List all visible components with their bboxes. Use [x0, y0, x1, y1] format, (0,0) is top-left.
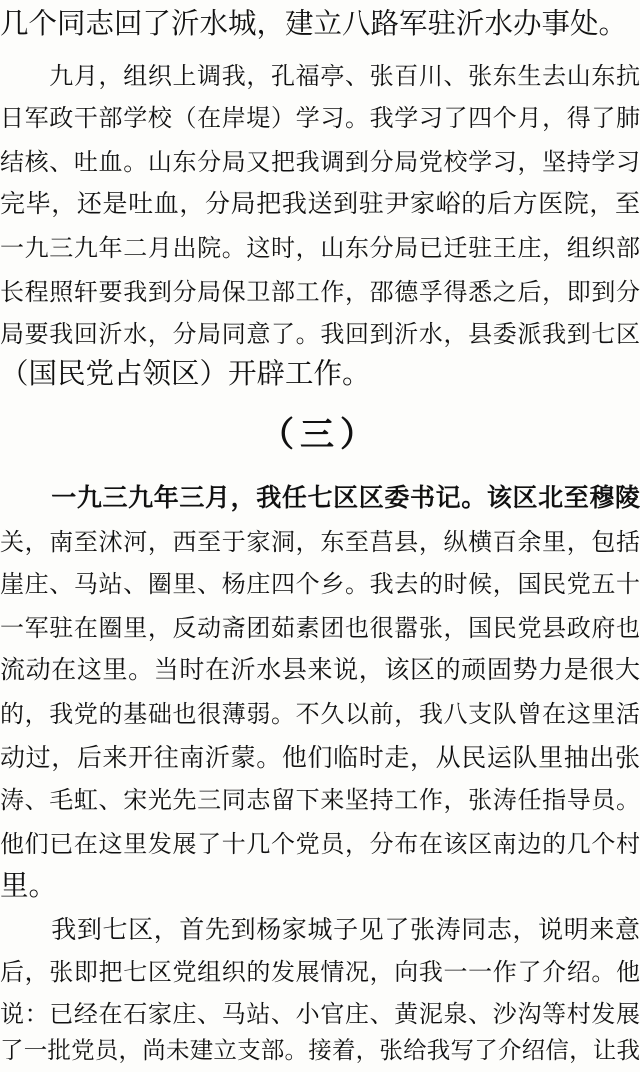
text-line: 长程照轩要我到分局保卫部工作，邵德孚得悉之后，即到分: [0, 278, 640, 306]
text-line: 里。: [0, 869, 58, 902]
text-line: （国民党占领区）开辟工作。: [0, 357, 371, 390]
text-line: 一军驻在圈里，反动斋团茹素团也很嚣张，国民党县政府也: [0, 614, 640, 642]
text-line: 完毕，还是吐血，分局把我送到驻尹家峪的后方医院，至: [0, 189, 640, 218]
text-line: 了一批党员，尚未建立支部。接着，张给我写了介绍信，让我: [0, 1036, 640, 1064]
text-line: 他们已在这里发展了十几个党员，分布在该区南边的几个村: [0, 830, 640, 858]
text-line: 我到七区，首先到杨家城子见了张涛同志，说明来意: [0, 915, 640, 944]
text-line: 一九三九年三月，我任七区区委书记。该区北至穆陵: [0, 483, 640, 512]
text-line: 崖庄、马站、圈里、杨庄四个乡。我去的时候，国民党五十: [0, 570, 640, 598]
section-heading: （三）: [260, 415, 380, 455]
text-line: 说：已经在石家庄、马站、小官庄、黄泥泉、沙沟等村发展: [0, 1000, 640, 1028]
text-line: 日军政干部学校（在岸堤）学习。我学习了四个月，得了肺: [0, 104, 640, 132]
text-line: 的，我党的基础也很薄弱。不久以前，我八支队曾在这里活: [0, 700, 640, 728]
text-line: 几个同志回了沂水城，建立八路军驻沂水办事处。: [0, 7, 628, 40]
text-line: 九月，组织上调我，孔福亭、张百川、张东生去山东抗: [0, 62, 640, 90]
text-line: 流动在这里。当时在沂水县来说，该区的顽固势力是很大: [0, 655, 640, 684]
text-line: 结核、吐血。山东分局又把我调到分局党校学习，坚持学习: [0, 148, 640, 176]
text-line: 后，张即把七区党组织的发展情况，向我一一作了介绍。他: [0, 958, 640, 986]
text-line: 一九三九年二月出院。这时，山东分局已迁驻王庄，组织部: [0, 234, 640, 262]
text-line: 关，南至沭河，西至于家洞，东至莒县，纵横百余里，包括: [0, 528, 640, 556]
text-line: 涛、毛虹、宋光先三同志留下来坚持工作，张涛任指导员。: [0, 786, 640, 814]
text-line: 局要我回沂水，分局同意了。我回到沂水，县委派我到七区: [0, 320, 640, 348]
text-line: 动过，后来开往南沂蒙。他们临时走，从民运队里抽出张: [0, 743, 640, 772]
